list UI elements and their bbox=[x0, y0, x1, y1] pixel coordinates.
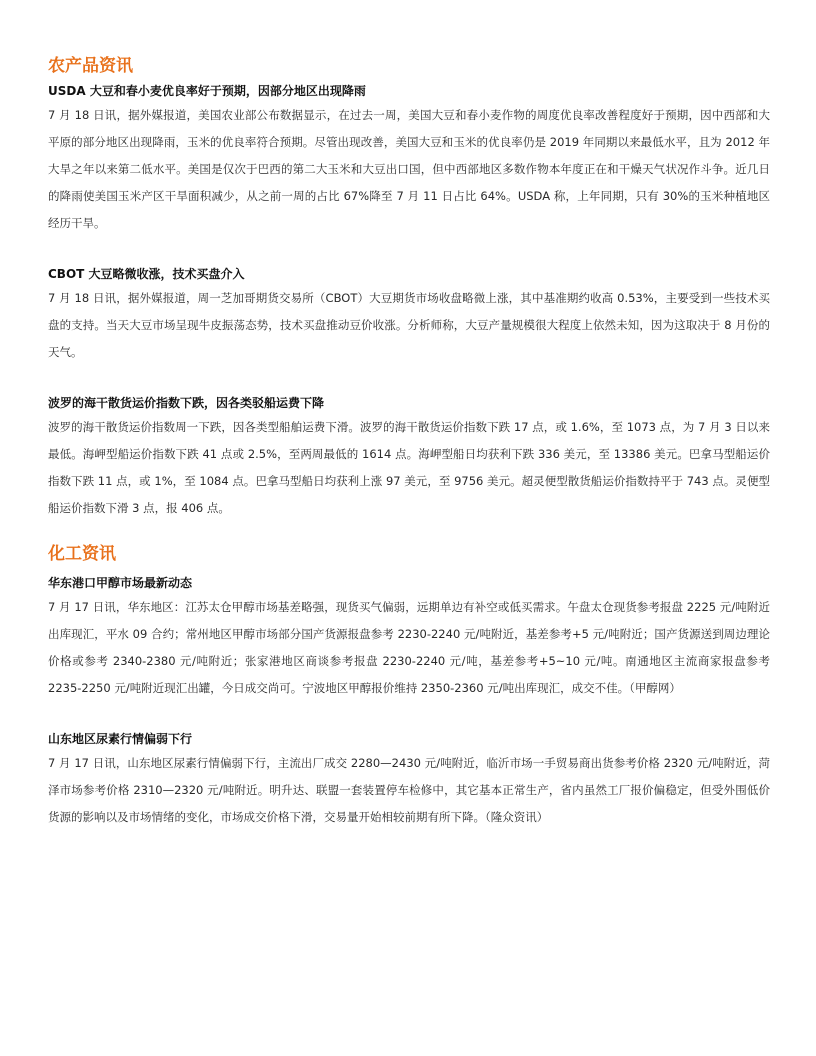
document-page bbox=[48, 52, 770, 831]
article-body: 7 月 18 日讯，据外媒报道，周一芝加哥期货交易所（CBOT）大豆期货市场收盘略微上涨，其中基准期约收高 0.53%，主要受到一些技术买盘的支持。当天大豆市场呈现牛皮振荡态势，技术买盘推动豆价收涨。分析师称，大豆产量规模很大程度上依然未知，因为这取决于 8 月份的天气。 bbox=[48, 291, 770, 359]
article-body: 波罗的海干散货运价指数周一下跌，因各类型船舶运费下滑。波罗的海干散货运价指数下跌 17 点，或 1.6%，至 1073 点，为 7 月 3 日以来最低。海岬型船运价指数下跌 41 点或 2.5%，至两周最低的 1614 点。海岬型船日均获利下跌 336 美元，至 13386 美元。巴拿马型船运价指数下跌 11 点，或 1%，至 1084 点。巴拿马型船日均获利上涨 97 美元，至 9756 美元。超灵便型散货船运价指数持平于 743 点。灵便型船运价指数下滑 3 点，报 406 点。 bbox=[48, 420, 770, 515]
article-title: 波罗的海干散货运价指数下跌，因各类驳船运费下降 bbox=[48, 396, 325, 410]
article-usda-crop-ratings bbox=[48, 80, 770, 237]
article-title: 华东港口甲醇市场最新动态 bbox=[48, 576, 193, 590]
article-body: 7 月 18 日讯，据外媒报道，美国农业部公布数据显示，在过去一周，美国大豆和春小麦作物的周度优良率改善程度好于预期，因中西部和大平原的部分地区出现降雨，玉米的优良率符合预期。尽管出现改善，美国大豆和玉米的优良率仍是 2019 年同期以来最低水平，且为 2012 年大旱之年以来第二低水平。美国是仅次于巴西的第二大玉米和大豆出口国，但中西部地区多数作物本年度正在和干燥天气状况作斗争。近几日的降雨使美国玉米产区干旱面积减少，从之前一周的占比 67%降至 7 月 11 日占比 64%。USDA 称，上年同期，只有 30%的玉米种植地区经历干旱。 bbox=[48, 108, 770, 230]
section-title-chemicals: 化工资讯 bbox=[48, 544, 116, 564]
article-east-china-methanol bbox=[48, 572, 770, 702]
article-title: CBOT 大豆略微收涨，技术买盘介入 bbox=[48, 267, 245, 281]
article-shandong-urea bbox=[48, 728, 770, 831]
article-cbot-soybean bbox=[48, 263, 770, 366]
article-body: 7 月 17 日讯，山东地区尿素行情偏弱下行，主流出厂成交 2280—2430 元/吨附近，临沂市场一手贸易商出货参考价格 2320 元/吨附近，菏泽市场参考价格 2310—2320 元/吨附近。明升达、联盟一套装置停车检修中，其它基本正常生产，省内虽然工厂报价偏稳定，但受外围低价货源的影响以及市场情绪的变化，市场成交价格下滑，交易量开始相较前期有所下降。（隆众资讯） bbox=[48, 756, 770, 824]
article-title: USDA 大豆和春小麦优良率好于预期，因部分地区出现降雨 bbox=[48, 84, 366, 98]
section-title-agriculture: 农产品资讯 bbox=[48, 56, 133, 76]
article-baltic-dry-index bbox=[48, 392, 770, 522]
article-title: 山东地区尿素行情偏弱下行 bbox=[48, 732, 193, 746]
article-body: 7 月 17 日讯，华东地区：江苏太仓甲醇市场基差略强，现货买气偏弱，远期单边有补空或低买需求。午盘太仓现货参考报盘 2225 元/吨附近出库现汇，平水 09 合约；常州地区甲醇市场部分国产货源报盘参考 2230-2240 元/吨附近，基差参考+5 元/吨附近；国产货源送到周边理论价格或参考 2340-2380 元/吨附近；张家港地区商谈参考报盘 2230-2240 元/吨，基差参考+5~10 元/吨。南通地区主流商家报盘参考 2235-2250 元/吨附近现汇出罐，今日成交尚可。宁波地区甲醇报价维持 2350-2360 元/吨出库现汇，成交不佳。（甲醇网） bbox=[48, 600, 770, 695]
